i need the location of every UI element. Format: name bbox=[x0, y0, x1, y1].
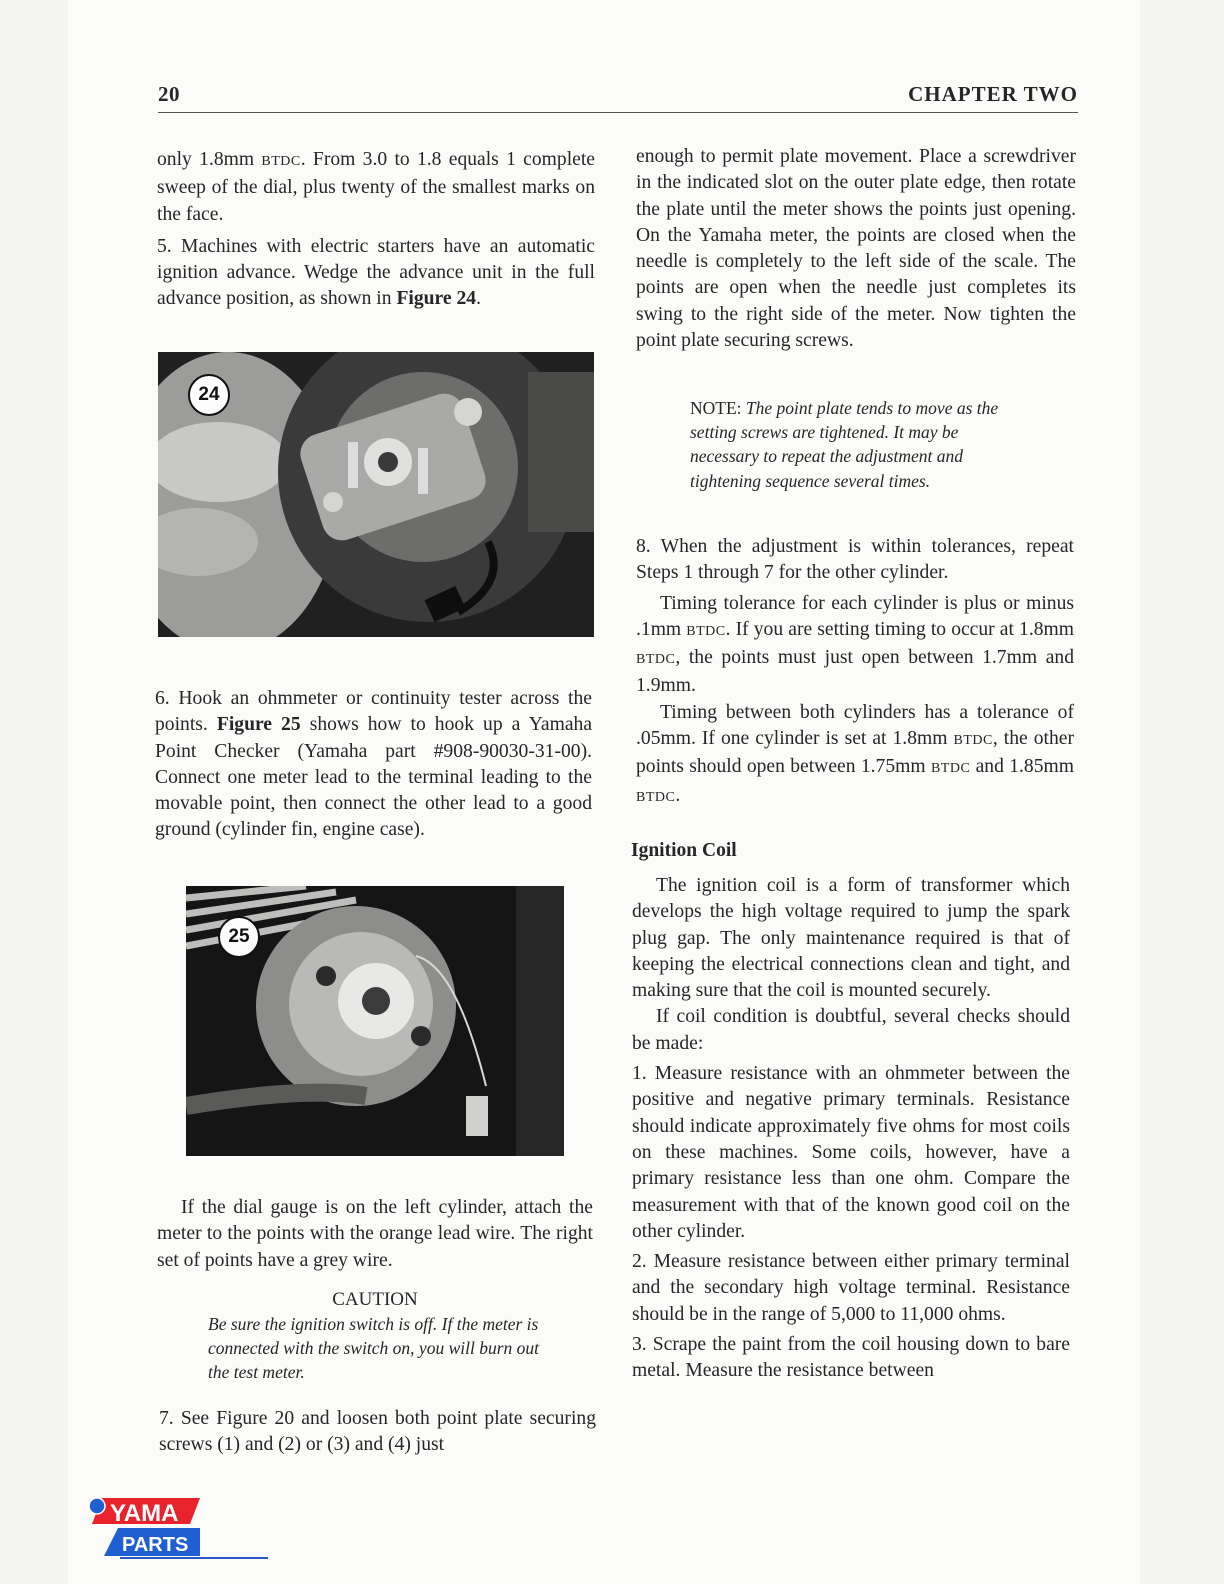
note-text: The point plate tends to move as the setting screws are tightened. It may be necessary to repeat the adjustment and tightening sequence several times. bbox=[690, 398, 999, 491]
paragraph: only 1.8mm BTDC. From 3.0 to 1.8 equals 1 complete sweep of the dial, plus twenty of the smallest marks on the face. bbox=[157, 149, 595, 225]
figure-24-photo bbox=[158, 352, 594, 637]
note-box bbox=[690, 396, 1025, 493]
caution-box bbox=[208, 1288, 542, 1384]
left-column-lower bbox=[157, 1195, 593, 1274]
right-column-bottom bbox=[632, 873, 1070, 1385]
note-label: NOTE: bbox=[690, 398, 746, 418]
section-heading-ignition-coil: Ignition Coil bbox=[631, 840, 737, 861]
figure-25-badge: 25 bbox=[218, 916, 260, 958]
figure-24-reference: Figure 24 bbox=[396, 288, 477, 310]
paragraph-check-2: 2. Measure resistance between either primary terminal and the secondary high voltage terminal. Resistance should be in the range of 5,000 to 11,000 ohms. bbox=[632, 1251, 1070, 1325]
paragraph-tolerance-both: Timing between both cylinders has a tolerance of .05mm. If one cylinder is set at 1.8mm BTDC, the other points should open between 1.75mm BTDC and 1.85mm BTDC. bbox=[636, 701, 1074, 806]
paragraph-tolerance: Timing tolerance for each cylinder is plus or minus .1mm BTDC. If you are setting timing to occur at 1.8mm BTDC, the points must just open between 1.7mm and 1.9mm. bbox=[636, 592, 1075, 697]
right-column-middle bbox=[636, 534, 1074, 811]
logo-text-bottom: PARTS bbox=[122, 1534, 189, 1556]
paragraph-step-8: 8. When the adjustment is within tolerances, repeat Steps 1 through 7 for the other cylinder. bbox=[636, 536, 1074, 584]
paragraph: If coil condition is doubtful, several checks should be made: bbox=[632, 1006, 1070, 1054]
figure-25-photo bbox=[186, 886, 564, 1156]
paragraph: enough to permit plate movement. Place a screwdriver in the indicated slot on the outer plate edge, then rotate the plate until the meter shows the points just opening. On the Yamaha meter, the points are closed when the needle is completely to the left side of the scale. The points are open when the needle just completes its swing to the right side of the meter. Now tighten the point plate securing screws. bbox=[636, 146, 1076, 352]
yamaparts-logo bbox=[88, 1494, 268, 1560]
logo-underline bbox=[120, 1557, 268, 1559]
paragraph-check-3: 3. Scrape the paint from the coil housing down to bare metal. Measure the resistance between bbox=[632, 1334, 1070, 1382]
logo-text-top: YAMA bbox=[110, 1500, 179, 1527]
caution-text: Be sure the ignition switch is off. If the meter is connected with the switch on, you will burn out the test meter. bbox=[208, 1314, 540, 1382]
caution-heading: CAUTION bbox=[332, 1289, 418, 1310]
paragraph-check-1: 1. Measure resistance with an ohmmeter between the positive and negative primary terminals. Resistance should indicate approximately five ohms for most coils on these machines. Some coils, however, have a primary resistance less than one ohm. Compare the measurement with that of the known good coil on the other cylinder. bbox=[632, 1063, 1070, 1242]
page-header bbox=[158, 82, 1078, 113]
paragraph-step-5: 5. Machines with electric starters have an automatic ignition advance. Wedge the advance unit in the full advance position, as shown in Figure 24. bbox=[157, 235, 595, 310]
paragraph: The ignition coil is a form of transformer which develops the high voltage required to jump the spark plug gap. The only maintenance required is that of keeping the electrical connections clean and tight, and making sure that the coil is mounted securely. bbox=[632, 875, 1070, 1002]
page-number: 20 bbox=[158, 82, 180, 106]
left-column-bottom bbox=[159, 1406, 596, 1459]
left-column-middle bbox=[155, 686, 592, 844]
paragraph: If the dial gauge is on the left cylinder, attach the meter to the points with the orange lead wire. The right set of points have a grey wire. bbox=[157, 1197, 593, 1271]
figure-24-badge: 24 bbox=[188, 374, 230, 416]
paragraph-step-6: 6. Hook an ohmmeter or continuity tester across the points. Figure 25 shows how to hook up a Yamaha Point Checker (Yamaha part #908-90030-31-00). Connect one meter lead to the terminal leading to the movable point, then connect the other lead to a good ground (cylinder fin, engine case). bbox=[155, 688, 593, 841]
paragraph-step-7: 7. See Figure 20 and loosen both point plate securing screws (1) and (2) or (3) and (4) just bbox=[159, 1408, 596, 1456]
chapter-title: CHAPTER TWO bbox=[908, 82, 1078, 106]
left-column-top bbox=[157, 147, 595, 313]
figure-25-reference: Figure 25 bbox=[216, 714, 301, 736]
right-column-top bbox=[636, 144, 1076, 354]
